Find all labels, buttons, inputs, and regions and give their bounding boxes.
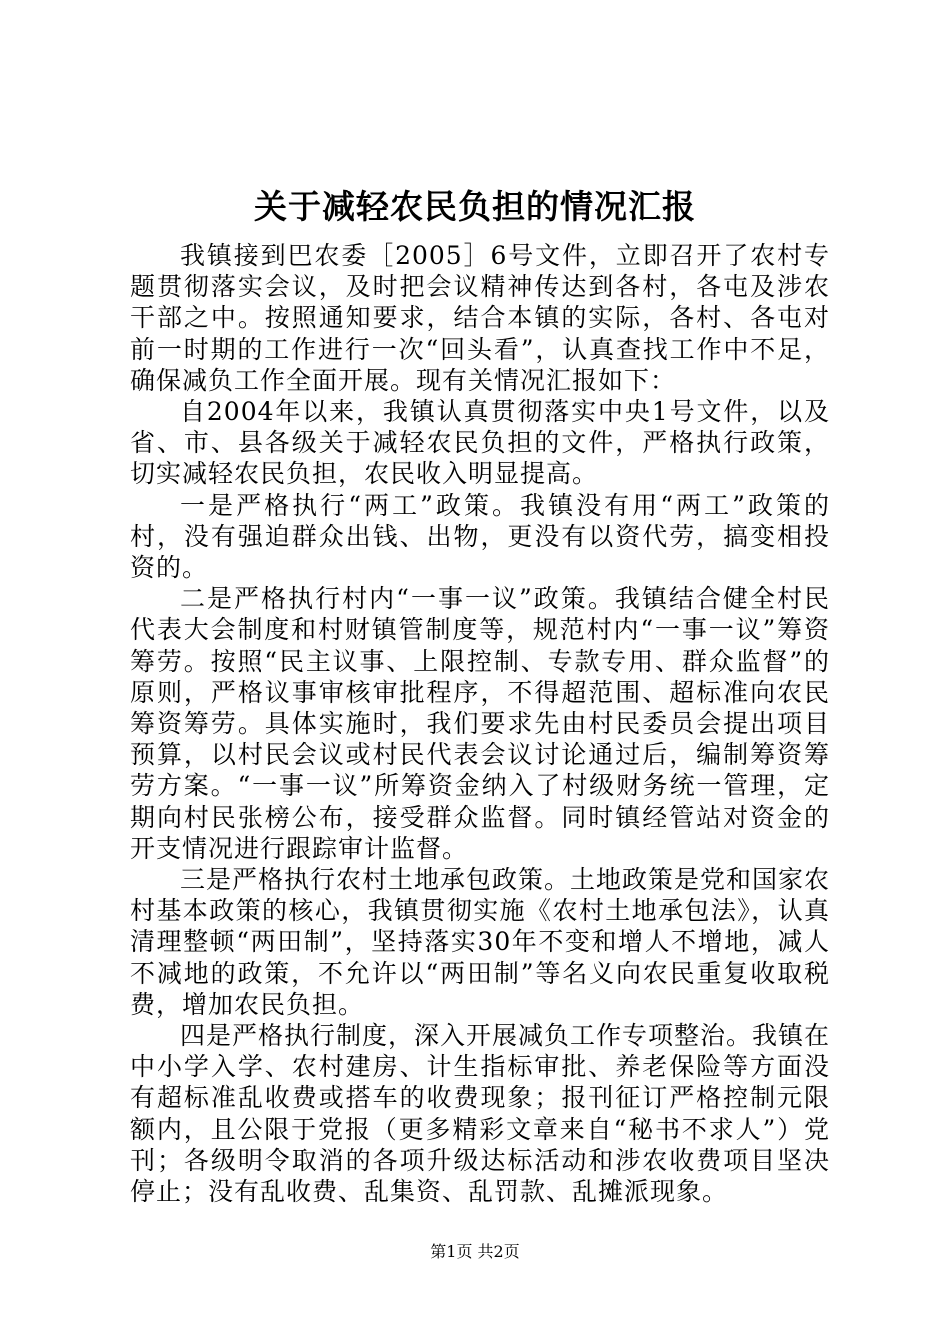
- document-title: 关于减轻农民负担的情况汇报: [254, 187, 696, 226]
- paragraph-point-4: 四是严格执行制度，深入开展减负工作专项整治。我镇在中小学入学、农村建房、计生指标审批、养老保险等方面没有超标准乱收费或搭车的收费现象；报刊征订严格控制元限额内，且公限于党报（更多精彩文章来自“秘书不求人”）党刊；各级明令取消的各项升级达标活动和涉农收费项目坚决停止；没有乱收费、乱集资、乱罚款、乱摊派现象。: [130, 1021, 831, 1207]
- paragraph-point-2: 二是严格执行村内“一事一议”政策。我镇结合健全村民代表大会制度和村财镇管制度等，规范村内“一事一议”筹资筹劳。按照“民主议事、上限控制、专款专用、群众监督”的原则，严格议事审核审批程序，不得超范围、超标准向农民筹资筹劳。具体实施时，我们要求先由村民委员会提出项目预算，以村民会议或村民代表会议讨论通过后，编制筹资筹劳方案。“一事一议”所筹资金纳入了村级财务统一管理，定期向村民张榜公布，接受群众监督。同时镇经管站对资金的开支情况进行跟踪审计监督。: [130, 584, 830, 863]
- paragraph-intro: 我镇接到巴农委［2005］6号文件，立即召开了农村专题贯彻落实会议，及时把会议精神传达到各村，各屯及涉农干部之中。按照通知要求，结合本镇的实际，各村、各屯对前一时期的工作进行一次“回头看”，认真查找工作中不足，确保减负工作全面开展。现有关情况汇报如下：: [130, 241, 830, 395]
- paragraph-point-1: 一是严格执行“两工”政策。我镇没有用“两工”政策的村，没有强迫群众出钱、出物，更没有以资代劳，搞变相投资的。: [130, 490, 830, 583]
- paragraph-overview: 自2004年以来，我镇认真贯彻落实中央1号文件，以及省、市、县各级关于减轻农民负担的文件，严格执行政策，切实减轻农民负担，农民收入明显提高。: [130, 397, 830, 489]
- page-number-footer: 第1页 共2页: [430, 1242, 520, 1261]
- paragraph-point-3: 三是严格执行农村土地承包政策。土地政策是党和国家农村基本政策的核心，我镇贯彻实施《农村土地承包法》，认真清理整顿“两田制”，坚持落实30年不变和增人不增地，减人不减地的政策，不允许以“两田制”等名义向农民重复收取税费，增加农民负担。: [130, 865, 831, 1019]
- document-body: [130, 240, 830, 1207]
